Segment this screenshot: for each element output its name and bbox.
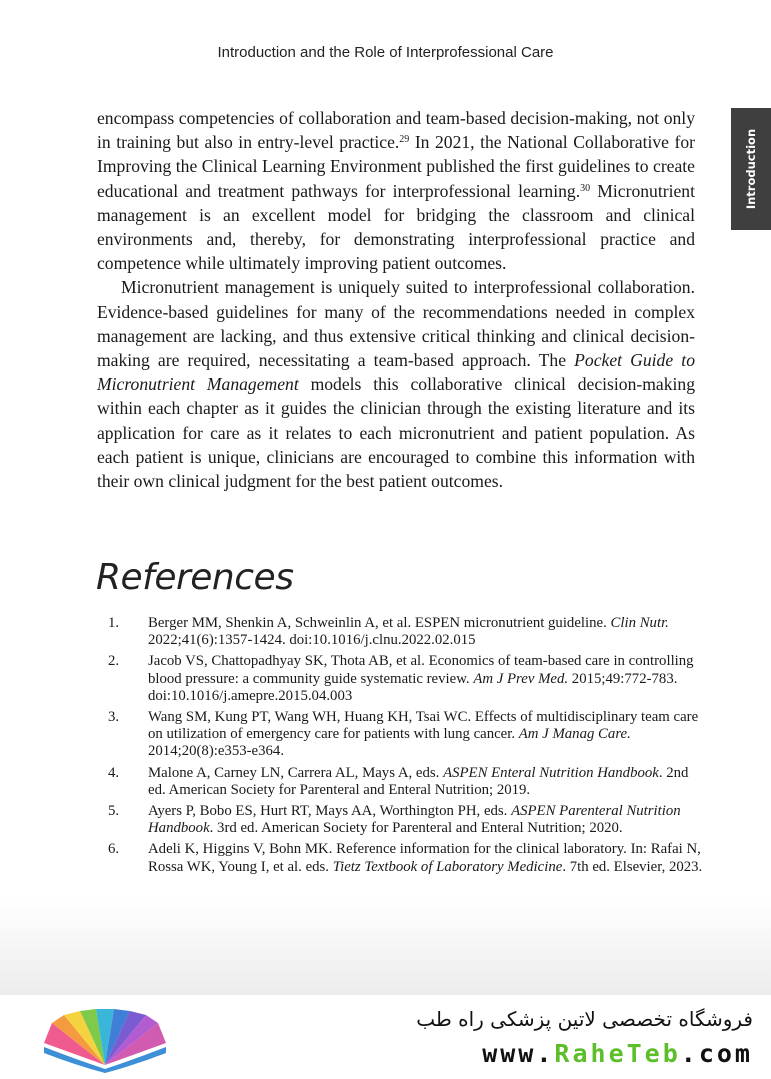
url-accent: RaheTeb xyxy=(554,1039,681,1068)
book-rainbow-logo-icon xyxy=(40,1003,170,1073)
reference-authors: Wang SM, Kung PT, Wang WH, Huang KH, Tsai WC. Effects of multidisciplinary team care on utilization of emergency care for patients with lung cancer. xyxy=(148,709,699,743)
reference-journal: ASPEN Enteral Nutrition Handbook xyxy=(443,764,659,781)
reference-authors: Ayers P, Bobo ES, Hurt RT, Mays AA, Worthington PH, eds. xyxy=(148,803,512,820)
reference-number: 5. xyxy=(108,803,120,820)
reference-item xyxy=(104,841,704,875)
paragraph-2-text-b: models this collaborative clinical decision-making within each chapter as it guides the clinician through the existing literature and its application for care as it relates to each micronutrient and patient population. As each patient is unique, clinicians are encouraged to combine this information with their own clinical judgment for the best patient outcomes. xyxy=(97,374,695,492)
reference-journal: ASPEN Parenteral Nutrition Handbook xyxy=(148,803,681,837)
citation-superscript: 29 xyxy=(399,134,410,146)
reference-item xyxy=(104,709,704,761)
reference-number: 3. xyxy=(108,709,120,726)
references-list xyxy=(104,615,704,880)
reference-number: 2. xyxy=(108,653,120,670)
reference-authors: Jacob VS, Chattopadhyay SK, Thota AB, et al. Economics of team-based care in controlling blood pressure: a community guide systematic review. xyxy=(148,653,694,687)
reference-authors: Malone A, Carney LN, Carrera AL, Mays A, eds. xyxy=(148,764,444,781)
running-header: Introduction and the Role of Interprofessional Care xyxy=(217,44,554,61)
paragraph-2-text-a: Micronutrient management is uniquely suited to interprofessional collaboration. Evidence-based guidelines for many of the recommendations needed in complex management are lacking, and thus extensive critical thinking and clinical decision-making are required, necessitating a team-based approach. The xyxy=(97,277,695,371)
reference-authors: Adeli K, Higgins V, Bohn MK. Reference information for the clinical laboratory. In: Rafai N, Rossa WK, Young I, et al. eds. xyxy=(148,841,701,875)
body-text xyxy=(97,106,695,493)
reference-journal: Tietz Textbook of Laboratory Medicine xyxy=(332,858,563,875)
reference-details: . 2nd ed. American Society for Parenteral and Enteral Nutrition; 2019. xyxy=(148,764,689,798)
reference-journal: Am J Manag Care. xyxy=(518,726,631,743)
reference-item xyxy=(104,653,704,705)
paragraph-1-text-a: encompass competencies of collaboration and team-based decision-making, not only in training but also in entry-level practice. xyxy=(97,108,695,153)
store-url xyxy=(482,1039,753,1068)
watermark-bar xyxy=(0,995,771,1079)
paragraph-1-text-b: In 2021, the National Collaborative for Improving the Clinical Learning Environment published the first guidelines to create educational and treatment pathways for interprofessional learning. xyxy=(97,132,695,201)
reference-item xyxy=(104,803,704,837)
url-suffix: .com xyxy=(680,1039,753,1068)
reference-number: 1. xyxy=(108,615,120,631)
reference-details: . 7th ed. Elsevier, 2023. xyxy=(562,858,703,875)
reference-journal: Am J Prev Med. xyxy=(473,670,569,687)
paragraph-1 xyxy=(97,106,695,275)
reference-details: . 3rd ed. American Society for Parenteral and Enteral Nutrition; 2020. xyxy=(209,820,623,837)
chapter-side-tab xyxy=(731,108,771,230)
book-title-italic: Pocket Guide to Micronutrient Management xyxy=(97,350,695,395)
reference-item xyxy=(104,765,704,799)
store-name: فروشگاه تخصصی لاتین پزشکی راه طب xyxy=(416,1007,753,1031)
reference-number: 6. xyxy=(108,841,120,858)
paragraph-2 xyxy=(97,275,695,493)
references-heading: References xyxy=(96,557,294,598)
reference-item xyxy=(104,615,704,649)
reference-journal: Clin Nutr. xyxy=(610,615,669,631)
reference-authors: Berger MM, Shenkin A, Schweinlin A, et al. ESPEN micronutrient guideline. xyxy=(148,615,611,631)
reference-details: 2022;41(6):1357-1424. doi:10.1016/j.clnu.2022.02.015 xyxy=(148,632,476,649)
url-prefix: www. xyxy=(482,1039,555,1068)
side-tab-label: Introduction xyxy=(744,128,758,210)
paragraph-1-text-c: Micronutrient management is an excellent model for bridging the classroom and clinical environments and, thereby, for demonstrating interprofessional practice and competence while ultimately improving patient outcomes. xyxy=(97,180,695,274)
citation-superscript: 30 xyxy=(580,182,591,194)
reference-number: 4. xyxy=(108,764,120,781)
reference-details: 2014;20(8):e353-e364. xyxy=(148,743,285,760)
reference-details: 2015;49:772-783. doi:10.1016/j.amepre.2015.04.003 xyxy=(148,670,678,704)
